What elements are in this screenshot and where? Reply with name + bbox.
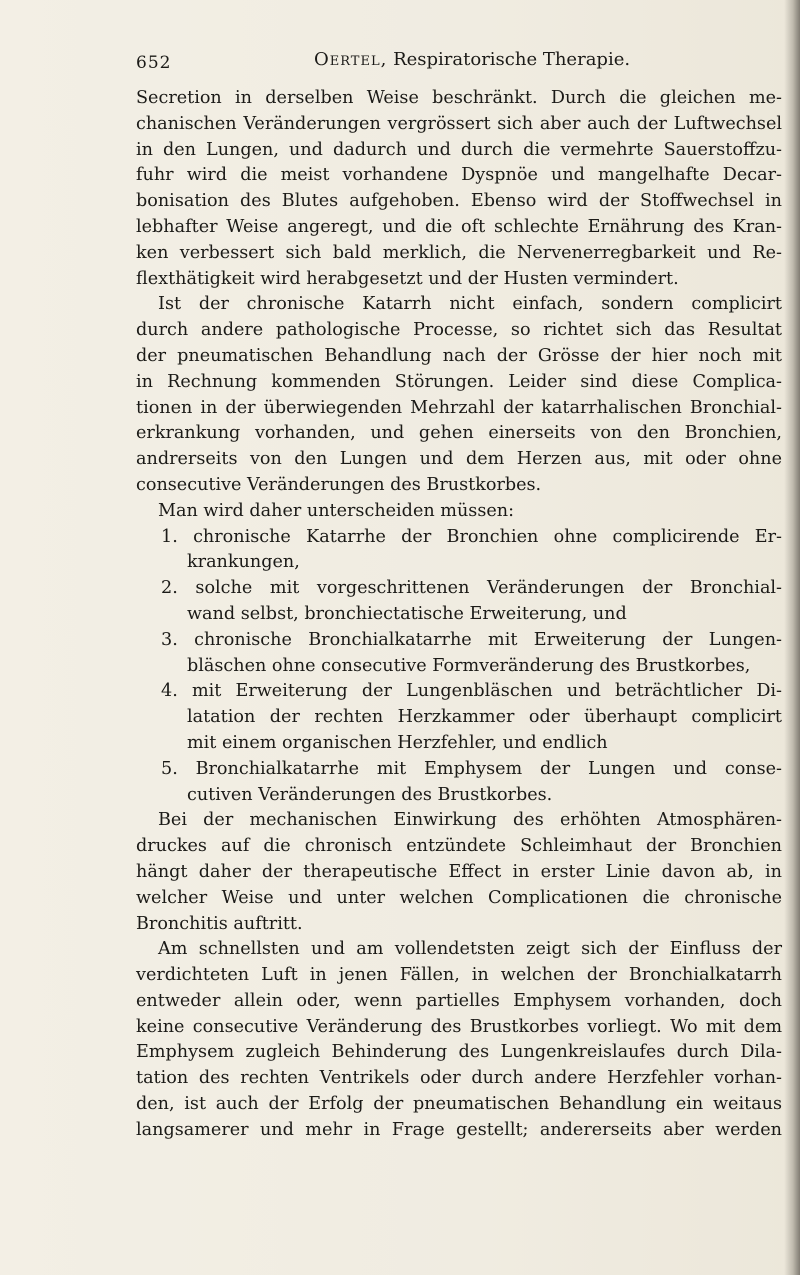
list-item-line: cutiven Veränderungen des Brustkorbes. bbox=[187, 784, 553, 805]
text-line: Secretion in derselben Weise beschränkt. Durch die gleichen me- bbox=[136, 88, 782, 108]
page-number: 652 bbox=[136, 53, 172, 73]
list-item-line: mit einem organischen Herzfehler, und endlich bbox=[187, 732, 608, 753]
text-line: tionen in der überwiegenden Mehrzahl der katarrhalischen Bronchial- bbox=[136, 397, 782, 418]
text-line: druckes auf die chronisch entzündete Schleimhaut der Bronchien bbox=[136, 836, 782, 857]
text-line: flexthätigkeit wird herabgesetzt und der Husten vermindert. bbox=[136, 268, 679, 289]
text-line: der pneumatischen Behandlung nach der Grösse der hier noch mit bbox=[136, 345, 782, 366]
text-line: ken verbessert sich bald merklich, die Nervenerregbarkeit und Re- bbox=[136, 242, 782, 263]
text-line: hängt daher der therapeutische Effect in erster Linie davon ab, in bbox=[136, 861, 782, 882]
text-line: in Rechnung kommenden Störungen. Leider sind diese Complica- bbox=[136, 371, 782, 392]
text-line: chanischen Veränderungen vergrössert sich aber auch der Luftwechsel bbox=[136, 113, 782, 134]
list-item-line: bläschen ohne consecutive Formveränderung des Brustkorbes, bbox=[187, 655, 751, 676]
text-line: bonisation des Blutes aufgehoben. Ebenso wird der Stoffwechsel in bbox=[136, 191, 782, 212]
body-text bbox=[136, 86, 782, 1144]
text-line: Man wird daher unterscheiden müssen: bbox=[158, 500, 515, 521]
page-edge-shadow bbox=[784, 0, 800, 1275]
text-line: keine consecutive Veränderung des Brustkorbes vorliegt. Wo mit dem bbox=[136, 1016, 782, 1037]
running-title bbox=[314, 49, 630, 70]
text-line: tation des rechten Ventrikels oder durch andere Herzfehler vorhan- bbox=[136, 1068, 782, 1089]
text-line: verdichteten Luft in jenen Fällen, in welchen der Bronchialkatarrh bbox=[136, 965, 782, 986]
text-line: fuhr wird die meist vorhandene Dyspnöe und mangelhafte Decar- bbox=[136, 165, 782, 186]
text-line: Bronchitis auftritt. bbox=[136, 913, 303, 934]
list-item-line: wand selbst, bronchiectatische Erweiterung, und bbox=[187, 603, 627, 624]
text-line: welcher Weise und unter welchen Complicationen die chronische bbox=[136, 887, 782, 908]
running-title-author: Oertel, bbox=[314, 49, 388, 70]
list-item-line: 2. solche mit vorgeschrittenen Veränderungen der Bronchial- bbox=[161, 578, 782, 599]
running-title-text: Respiratorische Therapie. bbox=[393, 49, 631, 70]
text-line: Am schnellsten und am vollendetsten zeigt sich der Einfluss der bbox=[158, 939, 782, 960]
text-line: Bei der mechanischen Einwirkung des erhöhten Atmosphären- bbox=[158, 810, 782, 831]
text-line: Ist der chronische Katarrh nicht einfach, sondern complicirt bbox=[158, 294, 782, 315]
text-line: erkrankung vorhanden, und gehen einerseits von den Bronchien, bbox=[136, 423, 782, 444]
list-item-line: 5. Bronchialkatarrhe mit Emphysem der Lungen und conse- bbox=[161, 758, 782, 779]
text-line: langsamerer und mehr in Frage gestellt; andererseits aber werden bbox=[136, 1119, 782, 1140]
text-line: lebhafter Weise angeregt, und die oft schlechte Ernährung des Kran- bbox=[136, 216, 782, 237]
list-item-line: 4. mit Erweiterung der Lungenbläschen und beträchtlicher Di- bbox=[161, 681, 782, 702]
text-line: in den Lungen, und dadurch und durch die vermehrte Sauerstoffzu- bbox=[136, 139, 782, 160]
list-item-line: latation der rechten Herzkammer oder überhaupt complicirt bbox=[187, 707, 782, 728]
list-item-line: 3. chronische Bronchialkatarrhe mit Erweiterung der Lungen- bbox=[161, 629, 782, 650]
text-line: Emphysem zugleich Behinderung des Lungenkreislaufes durch Dila- bbox=[136, 1042, 782, 1063]
text-line: entweder allein oder, wenn partielles Emphysem vorhanden, doch bbox=[136, 990, 782, 1011]
text-line: consecutive Veränderungen des Brustkorbes. bbox=[136, 474, 542, 495]
text-line: durch andere pathologische Processe, so richtet sich das Resultat bbox=[136, 320, 782, 341]
text-line: den, ist auch der Erfolg der pneumatischen Behandlung ein weitaus bbox=[136, 1094, 782, 1115]
list-item-line: 1. chronische Katarrhe der Bronchien ohne complicirende Er- bbox=[161, 526, 782, 547]
text-line: andrerseits von den Lungen und dem Herzen aus, mit oder ohne bbox=[136, 449, 782, 470]
running-head bbox=[136, 49, 796, 77]
list-item-line: krankungen, bbox=[187, 552, 300, 573]
